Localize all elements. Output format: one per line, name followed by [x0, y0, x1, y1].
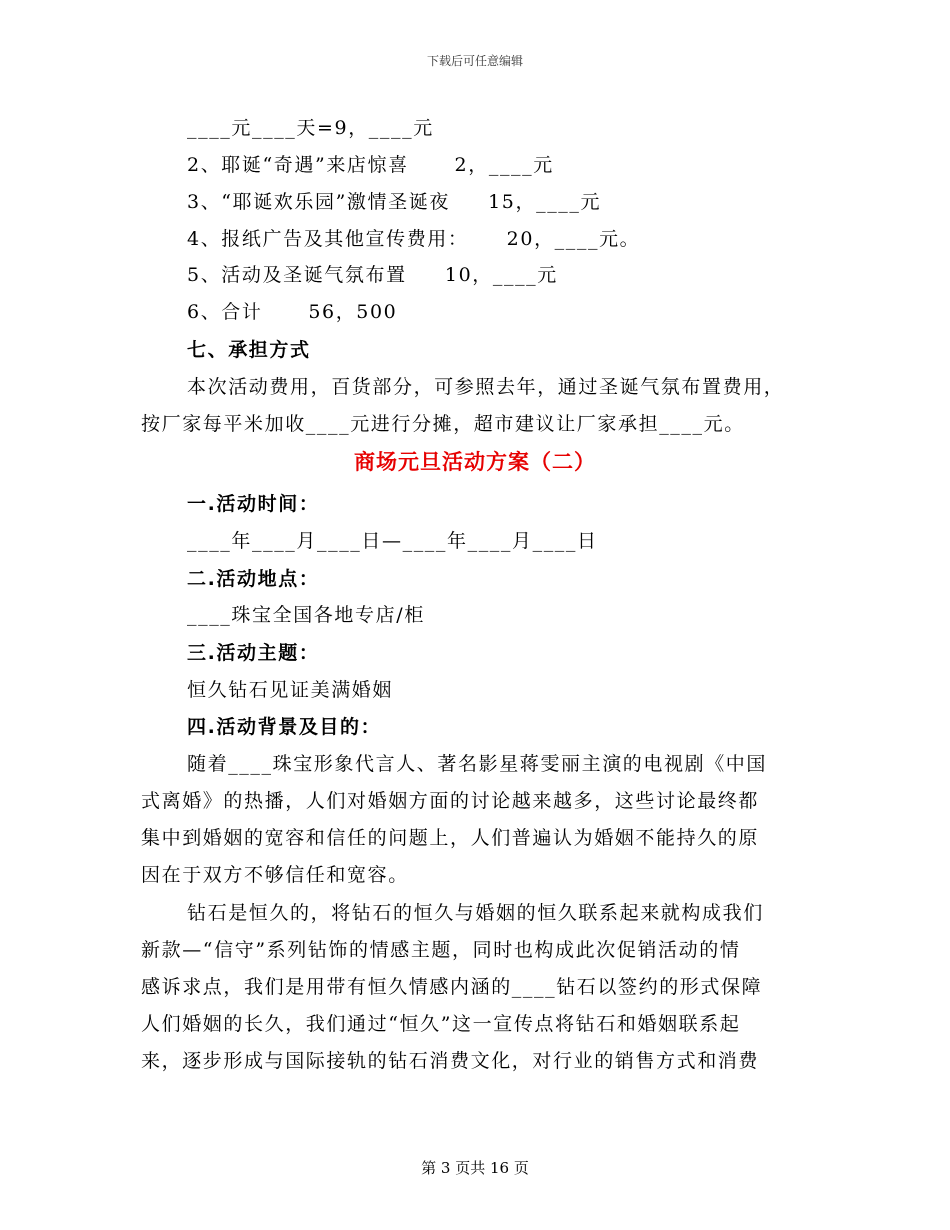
plan-2-title: 商场元旦活动方案（二） — [354, 450, 596, 474]
page-footer: 第 3 页共 16 页 — [421, 1159, 529, 1177]
cost-line-6: 6、合计 56，500 — [187, 301, 398, 323]
activity-theme-value: 恒久钻石见证美满婚姻 — [187, 679, 394, 701]
page-header: 下载后可任意编辑 — [426, 54, 523, 68]
activity-time-heading: 一.活动时间： — [187, 493, 320, 515]
diamond-para-line-4: 人们婚姻的长久，我们通过“恒久”这一宣传点将钻石和婚姻联系起 — [141, 1013, 741, 1035]
cost-line-5: 5、活动及圣诞气氛布置 10，____元 — [187, 264, 558, 286]
diamond-para-line-2: 新款—“信守”系列钻饰的情感主题，同时也构成此次促销活动的情 — [141, 939, 741, 961]
activity-theme-heading: 三.活动主题： — [187, 642, 320, 664]
section-7-para-line-2: 按厂家每平米加收____元进行分摊，超市建议让厂家承担____元。 — [141, 413, 745, 435]
background-para-line-3: 集中到婚姻的宽容和信任的问题上，人们普遍认为婚姻不能持久的原 — [141, 827, 760, 849]
background-para-line-2: 式离婚》的热播，人们对婚姻方面的讨论越来越多，这些讨论最终都 — [141, 790, 760, 812]
diamond-para-line-3: 感诉求点，我们是用带有恒久情感内涵的____钻石以签约的形式保障 — [141, 976, 763, 998]
cost-line-2: 2、耶诞“奇遇”来店惊喜 2，____元 — [187, 154, 554, 176]
section-7-para-line-1: 本次活动费用，百货部分，可参照去年，通过圣诞气氛布置费用， — [187, 376, 785, 398]
cost-line-3: 3、“耶诞欢乐园”激情圣诞夜 15，____元 — [187, 191, 602, 213]
diamond-para-line-5: 来，逐步形成与国际接轨的钻石消费文化，对行业的销售方式和消费 — [141, 1050, 760, 1072]
background-para-line-1: 随着____珠宝形象代言人、著名影星蒋雯丽主演的电视剧《中国 — [187, 753, 768, 775]
activity-background-heading: 四.活动背景及目的： — [187, 716, 382, 738]
background-para-line-4: 因在于双方不够信任和宽容。 — [141, 864, 409, 886]
activity-place-value: ____珠宝全国各地专店/柜 — [187, 604, 425, 626]
activity-time-value: ____年____月____日—____年____月____日 — [187, 530, 598, 552]
cost-line-1: ____元____天=9，____元 — [187, 117, 434, 139]
diamond-para-line-1: 钻石是恒久的，将钻石的恒久与婚姻的恒久联系起来就构成我们 — [187, 902, 764, 924]
section-7-heading: 七、承担方式 — [187, 339, 311, 361]
cost-line-4: 4、报纸广告及其他宣传费用： 20，____元。 — [187, 228, 641, 250]
activity-place-heading: 二.活动地点： — [187, 568, 320, 590]
